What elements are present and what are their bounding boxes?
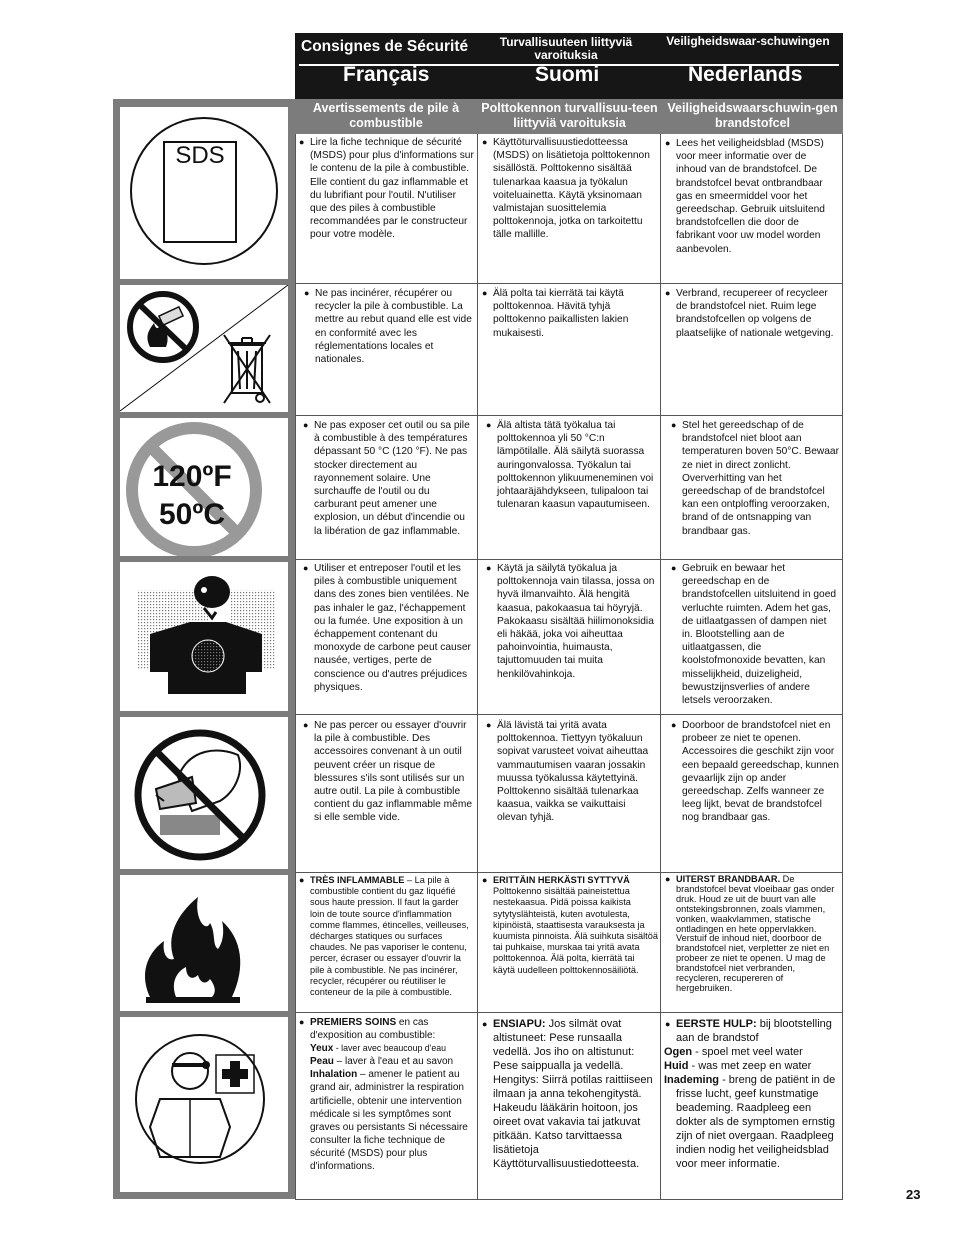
- column-header-band: [288, 99, 843, 134]
- sds-label: SDS: [175, 142, 225, 169]
- table-cell-nl: [664, 875, 840, 994]
- temperature-fahrenheit: 120ºF: [152, 460, 232, 493]
- column-header-fi: Polttokennon turvallisuu-teen liittyviä varoituksia: [481, 101, 658, 130]
- keyword: Huid: [664, 1060, 689, 1072]
- table-cell-nl: [664, 1017, 840, 1171]
- first-aid-eyes: [664, 1045, 840, 1059]
- table-cell-fr: [302, 419, 474, 538]
- cell-text: ● Ne pas incinérer, récupérer ou recycler la pile à combustible. La mettre au rebut quand elle est vide en conformité avec les réglementations locales et nationales.: [303, 287, 475, 366]
- first-aid-icon: [120, 1017, 288, 1192]
- cell-text: ● Verbrand, recupereer of recycleer de brandstofcel niet. Ruim lege brandstofcellen op volgens de plaatselijke of nationale wetgeving.: [664, 287, 839, 340]
- cell-text: ● Älä lävistä tai yritä avata polttokennoa. Tiettyyn työkaluun sopivat varusteet voivat aiheuttaa vammautumisen vaaran jossakin muussa työkalussa käytettyinä. Polttokenno sisältää tulenarkaa kaasua, vaikka se vaikuttaisi olevan tyhjä.: [485, 719, 657, 825]
- keyword: PREMIERS SOINS: [310, 1017, 397, 1028]
- cell-text: ● Käyttöturvallisuustiedotteessa (MSDS) on lisätietoja polttokennon sisällöstä. Polttokenno sisältää tulenarkaa kaasua ja työkalun voiteluainetta. Käytä yksinomaan valmistajan suosittelemia polttokennoja, jotka on tarkoitettu tälle mallille.: [481, 136, 657, 242]
- keyword: UITERST BRANDBAAR.: [676, 874, 781, 884]
- no-puncture-icon: [120, 717, 288, 869]
- no-high-temperature-icon: [120, 418, 288, 556]
- row-divider: [295, 559, 843, 560]
- table-cell-fi: [481, 875, 658, 976]
- table-divider-2: [660, 134, 661, 1200]
- table-border-right: [842, 134, 843, 1200]
- cell-text-body: - was met zeep en water: [688, 1060, 812, 1072]
- header-subtitles: [295, 35, 843, 65]
- cell-text-body: – laver à l'eau et au savon: [333, 1056, 454, 1068]
- first-aid-skin: [664, 1059, 840, 1073]
- table-cell-nl: [664, 137, 839, 256]
- icon-box-disposal: [120, 285, 288, 412]
- keyword: Ogen: [664, 1046, 693, 1058]
- cell-text-body: - laver avec beaucoup d'eau: [333, 1043, 447, 1054]
- first-aid-eyes: [298, 1042, 475, 1055]
- cell-text-body: Polttokenno sisältää paineistettua nestekaasua. Pidä poissa kaikista sytytyslähteistä, kuten avotulesta, kipinöistä, staattisesta varauksesta ja kuumista pinnoista. Älä suihkuta sisältöä tai puhkaise, murskaa tai yritä avata polttokennoa. Älä polta, kierrätä tai käytä uudelleen polttokennosäiliötä.: [493, 886, 658, 975]
- row-divider: [295, 415, 843, 416]
- icon-box-ventilation: [120, 562, 288, 711]
- icon-box-sds: [120, 107, 288, 279]
- keyword: Inhalation: [310, 1069, 358, 1081]
- table-cell-fr: [298, 136, 474, 242]
- header-language-nl: Nederlands: [688, 63, 803, 86]
- keyword: EERSTE HULP:: [676, 1018, 757, 1030]
- row-divider: [295, 1012, 843, 1013]
- cell-text: ● Lire la fiche technique de sécurité (MSDS) pour plus d'informations sur le contenu de la pile à combustible. Elle contient du gaz inflammable et du lubrifiant pour l'outil. N'utiliser que des piles à combustible recommandées par le constructeur pour votre modèle.: [298, 136, 474, 242]
- table-cell-fr: [303, 287, 475, 366]
- keyword: Yeux: [310, 1043, 334, 1055]
- keyword: Peau: [310, 1056, 334, 1068]
- table-cell-nl: [670, 719, 840, 825]
- table-cell-fr: [302, 562, 474, 694]
- cell-text: ● Älä polta tai kierrätä tai käytä polttokennoa. Hävitä tyhjä polttokenno paikallisten lakien mukaisesti.: [481, 287, 657, 340]
- table-cell-fi: [485, 719, 657, 825]
- header-subtitle-fr: Consignes de Sécurité: [301, 38, 469, 55]
- table-cell-fi: [481, 1017, 658, 1171]
- table-cell-fi: [481, 136, 657, 242]
- cell-text-body: - spoel met veel water: [692, 1046, 803, 1058]
- cell-text: [481, 875, 658, 976]
- cell-text-body: bij blootstelling aan de brandstof: [676, 1018, 832, 1044]
- icon-box-flammable: [120, 875, 288, 1011]
- cell-text: ● Käytä ja säilytä työkalua ja polttokennoja vain tilassa, jossa on hyvä ilmanvaihto. Älä hengitä kaasua, pakokaasua tai höyryjä. Pakokaasu sisältää hiilimonoksidia eli häkää, joka voi aiheuttaa pahoinvointia, huimausta, tajuttomuuden tai muita henkilövahinkoja.: [485, 562, 657, 681]
- first-aid-inhalation: [298, 1068, 475, 1173]
- keyword: ENSIAPU:: [493, 1018, 546, 1030]
- keyword: ERITTÄIN HERKÄSTI SYTTYVÄ: [493, 875, 630, 885]
- temperature-celsius: 50ºC: [159, 498, 225, 531]
- safety-table: [295, 134, 843, 1200]
- cell-text: ● Gebruik en bewaar het gereedschap en de brandstofcellen uitsluitend in goed verluchte ruimten. Adem het gas, de uitlaatgassen of dampen niet in. Blootstelling aan de uitlaatgassen, die koolstofmonoxide bevatten, kan misselijkheid, duizeligheid, bewustzijnsverlies of andere letsels veroorzaken.: [670, 562, 840, 707]
- cell-text: ● Ne pas exposer cet outil ou sa pile à combustible à des températures dépassant 50 °C (120 °F). Ne pas stocker directement au rayonnement solaire. Une surchauffe de l'outil ou du carburant peut amener une explosion, un début d'incendie ou la libération de gaz inflammable.: [302, 419, 474, 538]
- cell-text-body: – amener le patient au grand air, administrer la respiration artificielle, obtenir une intervention médicale si les symptômes sont graves ou persistants Si nécessaire consulter la fiche technique de sécurité (MSDS) pour plus d'informations.: [310, 1069, 468, 1173]
- table-cell-nl: [670, 562, 840, 707]
- table-cell-fr: [302, 719, 474, 825]
- cell-text: [298, 875, 475, 998]
- cell-text: ● Utiliser et entreposer l'outil et les piles à combustible uniquement dans des zones bien ventilées. Ne pas inhaler le gaz, l'échappement ou la fumée. Une exposition à un échappement contenant du monoxyde de carbone peut causer nausée, vertiges, perte de conscience ou d'autres préjudices physiques.: [302, 562, 474, 694]
- cell-text: ● Stel het gereedschap of de brandstofcel niet bloot aan temperaturen boven 50°C. Bewaar ze niet in direct zonlicht. Oververhitting van het gereedschap of de brandstofcel kan een ontploffing veroorzaken, brand of de ontsnapping van brandbaar gas.: [670, 419, 840, 538]
- cell-text-body: - breng de patiënt in de frisse lucht, geef kunstmatige beademing. Raadpleeg een dokter als de symptomen ernstig zijn of niet overgaan. Raadpleeg indien nodig het veiligheidsblad voor meer informatie.: [676, 1074, 836, 1170]
- icon-box-temperature: [120, 418, 288, 556]
- table-cell-fr: [298, 1016, 475, 1173]
- table-cell-fi: [481, 287, 657, 340]
- table-cell-fr: [298, 875, 475, 998]
- cell-text-body: – La pile à combustible contient du gaz liquéfié sous haute pression. Il faut la garder loin de toute source d'inflammation comme flammes, étincelles, veilleuses, décharges statiques ou surfaces chaudes. Ne pas vaporiser le contenu, percer, écraser ou essayer d'ouvrir la pile à combustible. Ne pas incinérer, recycler, récupérer ou réutiliser le conteneur de la pile à combustible.: [310, 875, 469, 998]
- header-language-fr: Français: [343, 63, 430, 86]
- first-aid-inhalation: [664, 1073, 840, 1171]
- keyword: TRÈS INFLAMMABLE: [310, 875, 405, 885]
- row-divider: [295, 283, 843, 284]
- column-header-nl: Veiligheidswaarschuwin-gen brandstofcel: [667, 101, 838, 130]
- cell-text: [481, 1017, 658, 1171]
- row-divider: [295, 714, 843, 715]
- icon-box-puncture: [120, 717, 288, 869]
- cell-text: ● Ne pas percer ou essayer d'ouvrir la pile à combustible. Des accessoires convenant à un outil peuvent créer un risque de blessures s'ils sont utilisés sur un autre outil. La pile à combustible contient du gaz inflammable même si elle semble vide.: [302, 719, 474, 825]
- cell-text: ● Lees het veiligheidsblad (MSDS) voor meer informatie over de inhoud van de brandstofcel. De brandstofcel bevat ontbrandbaar gas en smeermiddel voor het gereedschap. Gebruik uitsluitend brandstofcellen die door de fabrikant voor uw model worden aanbevolen.: [664, 137, 839, 256]
- cell-text: [664, 875, 840, 994]
- table-divider-1: [477, 134, 478, 1200]
- keyword: Inademing: [664, 1074, 720, 1086]
- first-aid-skin: [298, 1055, 475, 1068]
- header-subtitle-fi: Turvallisuuteen liittyviä varoituksia: [499, 35, 633, 62]
- cell-text: ● Älä altista tätä työkalua tai polttokennoa yli 50 °C:n lämpötilalle. Älä säilytä suorassa auringonvalossa. Työkalun tai polttokennon ylikuumeneminen voi johtaaräjähdykseen, tulipaloon tai tulenaran kaasun vapautumiseen.: [485, 419, 657, 511]
- table-cell-fi: [485, 419, 657, 511]
- page-number: 23: [906, 1187, 921, 1202]
- table-cell-nl: [664, 287, 839, 340]
- cell-text-body: De brandstofcel bevat vloeibaar gas onder druk. Houd ze uit de buurt van alle ontstekingsbronnen, zoals vlammen, vonken, waakvlammen, statische ontladingen en hete oppervlakken. Verstuif de inhoud niet, doorboor de brandstofcel niet, verpletter ze niet en probeer ze niet te openen. U mag de brandstofcel niet verbranden, recycleren, recupereren of hergebruiken.: [676, 874, 835, 993]
- page-header: [295, 33, 843, 99]
- cell-text: [298, 1016, 475, 1042]
- table-cell-nl: [670, 419, 840, 538]
- sds-document-icon: [120, 107, 288, 279]
- cell-text: [664, 1017, 840, 1045]
- no-incinerate-bin-icon: [120, 285, 288, 412]
- table-border-left: [295, 134, 296, 1200]
- header-language-fi: Suomi: [535, 63, 600, 86]
- cell-text-body: Jos silmät ovat altistuneet: Pese runsaalla vedellä. Jos iho on altistunut: Pese saippualla ja vedellä. Hengitys: Siirrä potilas raittiiseen ilmaan ja anna tekohengitystä. Hakeudu lääkärin hoitoon, jos oireet ovat vakavia tai jatkuvat pitkään. Katso tarvittaessa lisätietoja Käyttöturvallisuustiedotteesta.: [493, 1018, 653, 1170]
- cell-text: ● Doorboor de brandstofcel niet en probeer ze niet te openen. Accessoires die geschikt zijn voor een bepaald gereedschap, kunnen gevaarlijk zijn op ander gereedschap. Zelfs wanneer ze leeg lijkt, bevat de brandstofcel nog brandbaar gas.: [670, 719, 840, 825]
- table-border-bottom: [295, 1199, 843, 1200]
- row-divider: [295, 872, 843, 873]
- cell-text-body: en cas d'exposition au combustible:: [310, 1017, 436, 1042]
- ventilation-exhaust-icon: [120, 562, 288, 711]
- header-subtitle-nl: Veiligheidswaar-schuwingen: [666, 34, 830, 48]
- table-cell-fi: [485, 562, 657, 681]
- flame-icon: [120, 875, 288, 1011]
- column-header-fr: Avertissements de pile à combustible: [312, 101, 460, 130]
- icon-box-first-aid: [120, 1017, 288, 1192]
